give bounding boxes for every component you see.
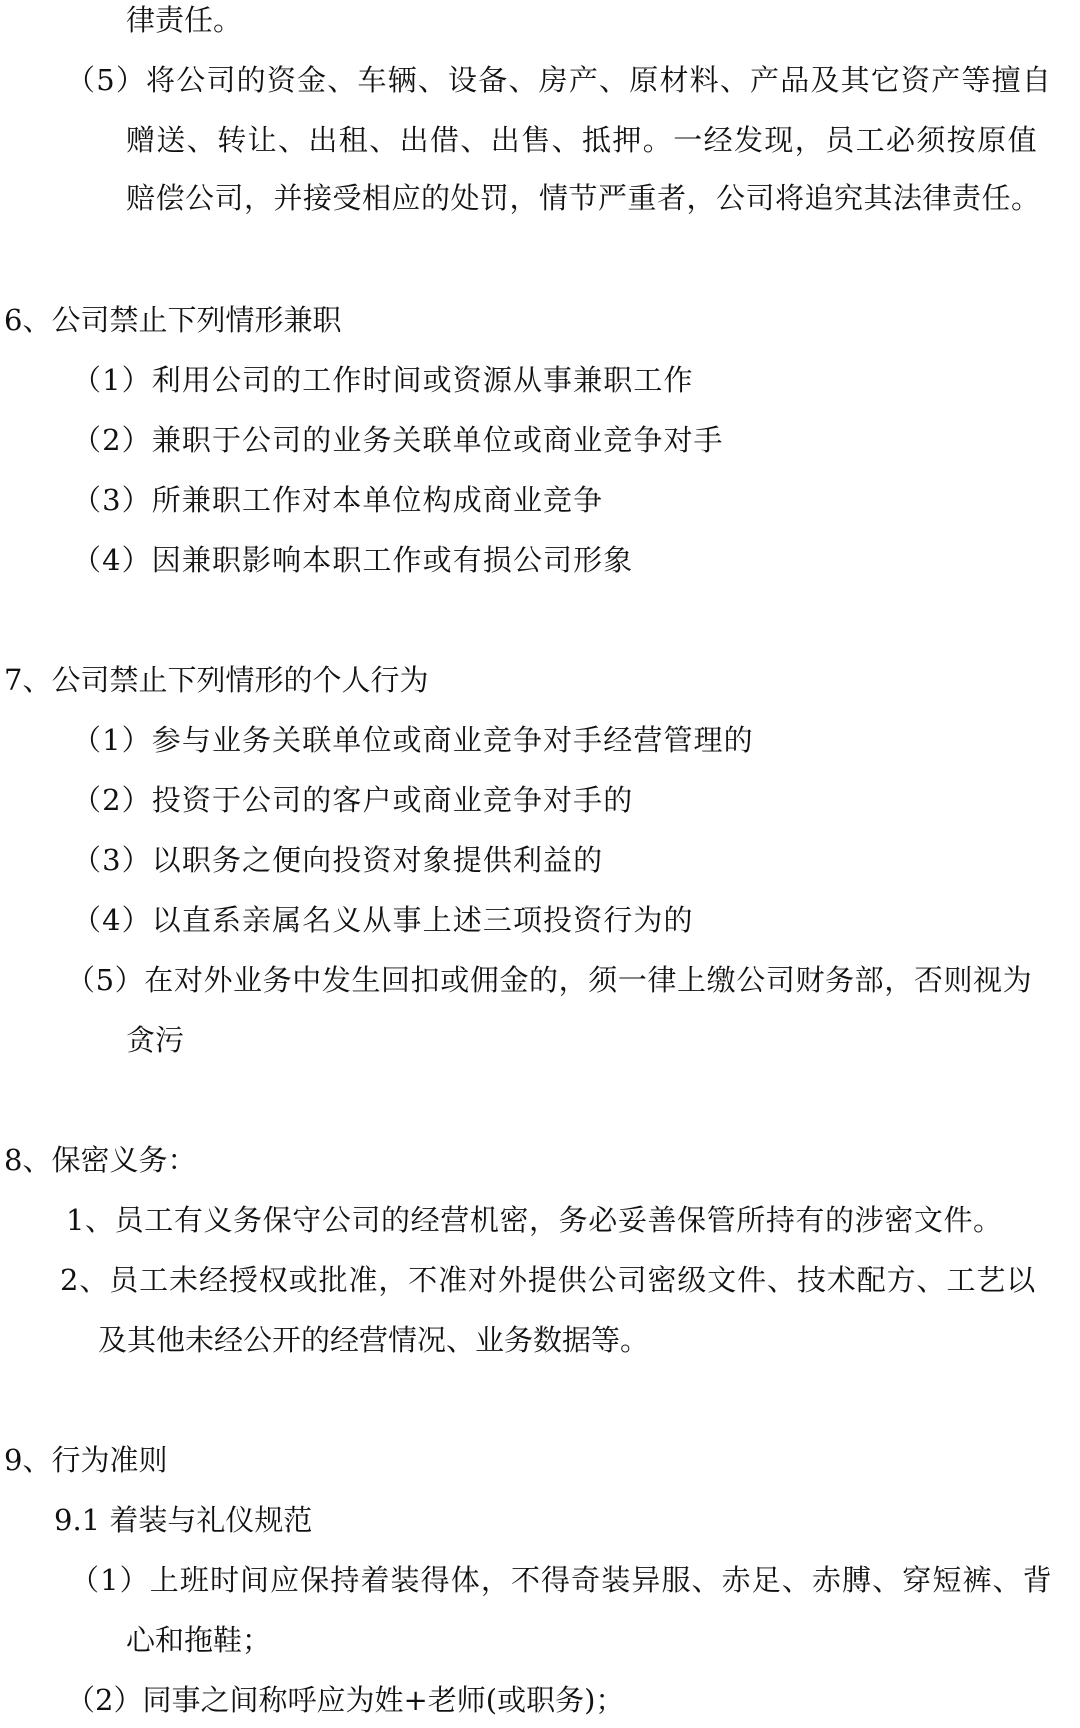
- text-line: （4）以直系亲属名义从事上述三项投资行为的: [72, 903, 694, 937]
- text-line: （4）因兼职影响本职工作或有损公司形象: [72, 543, 634, 577]
- subsection-heading: 9.1 着装与礼仪规范: [54, 1503, 313, 1537]
- text-line: 贪污: [126, 1023, 185, 1057]
- section-heading: 8、保密义务：: [4, 1143, 197, 1177]
- text-line: （1）上班时间应保持着装得体，不得奇装异服、赤足、赤膊、穿短裤、背: [70, 1563, 1053, 1597]
- text-line: 心和拖鞋；: [126, 1623, 272, 1657]
- text-line: 1、员工有义务保守公司的经营机密，务必妥善保管所持有的涉密文件。: [66, 1203, 1003, 1237]
- text-line: 2、员工未经授权或批准，不准对外提供公司密级文件、技术配方、工艺以: [60, 1263, 1037, 1297]
- text-line: （1）参与业务关联单位或商业竞争对手经营管理的: [72, 723, 754, 757]
- text-line: （5）在对外业务中发生回扣或佣金的，须一律上缴公司财务部，否则视为: [66, 963, 1033, 997]
- text-line: 律责任。: [126, 3, 243, 37]
- text-line: 赔偿公司，并接受相应的处罚，情节严重者，公司将追究其法律责任。: [126, 181, 1041, 215]
- text-line: （3）所兼职工作对本单位构成商业竞争: [72, 483, 604, 517]
- text-line: 赠送、转让、出租、出借、出售、抵押。一经发现，员工必须按原值: [126, 123, 1039, 157]
- text-line: （5）将公司的资金、车辆、设备、房产、原材料、产品及其它资产等擅自: [66, 63, 1053, 97]
- text-line: （2）兼职于公司的业务关联单位或商业竞争对手: [72, 423, 724, 457]
- text-line: 及其他未经公开的经营情况、业务数据等。: [98, 1323, 650, 1357]
- text-line: （2）投资于公司的客户或商业竞争对手的: [72, 783, 634, 817]
- section-heading: 9、行为准则: [4, 1443, 168, 1477]
- text-line: （2）同事之间称呼应为姓+老师(或职务)；: [66, 1683, 625, 1717]
- section-heading: 6、公司禁止下列情形兼职: [4, 303, 342, 337]
- section-heading: 7、公司禁止下列情形的个人行为: [4, 663, 429, 697]
- text-line: （3）以职务之便向投资对象提供利益的: [72, 843, 604, 877]
- text-line: （1）利用公司的工作时间或资源从事兼职工作: [72, 363, 694, 397]
